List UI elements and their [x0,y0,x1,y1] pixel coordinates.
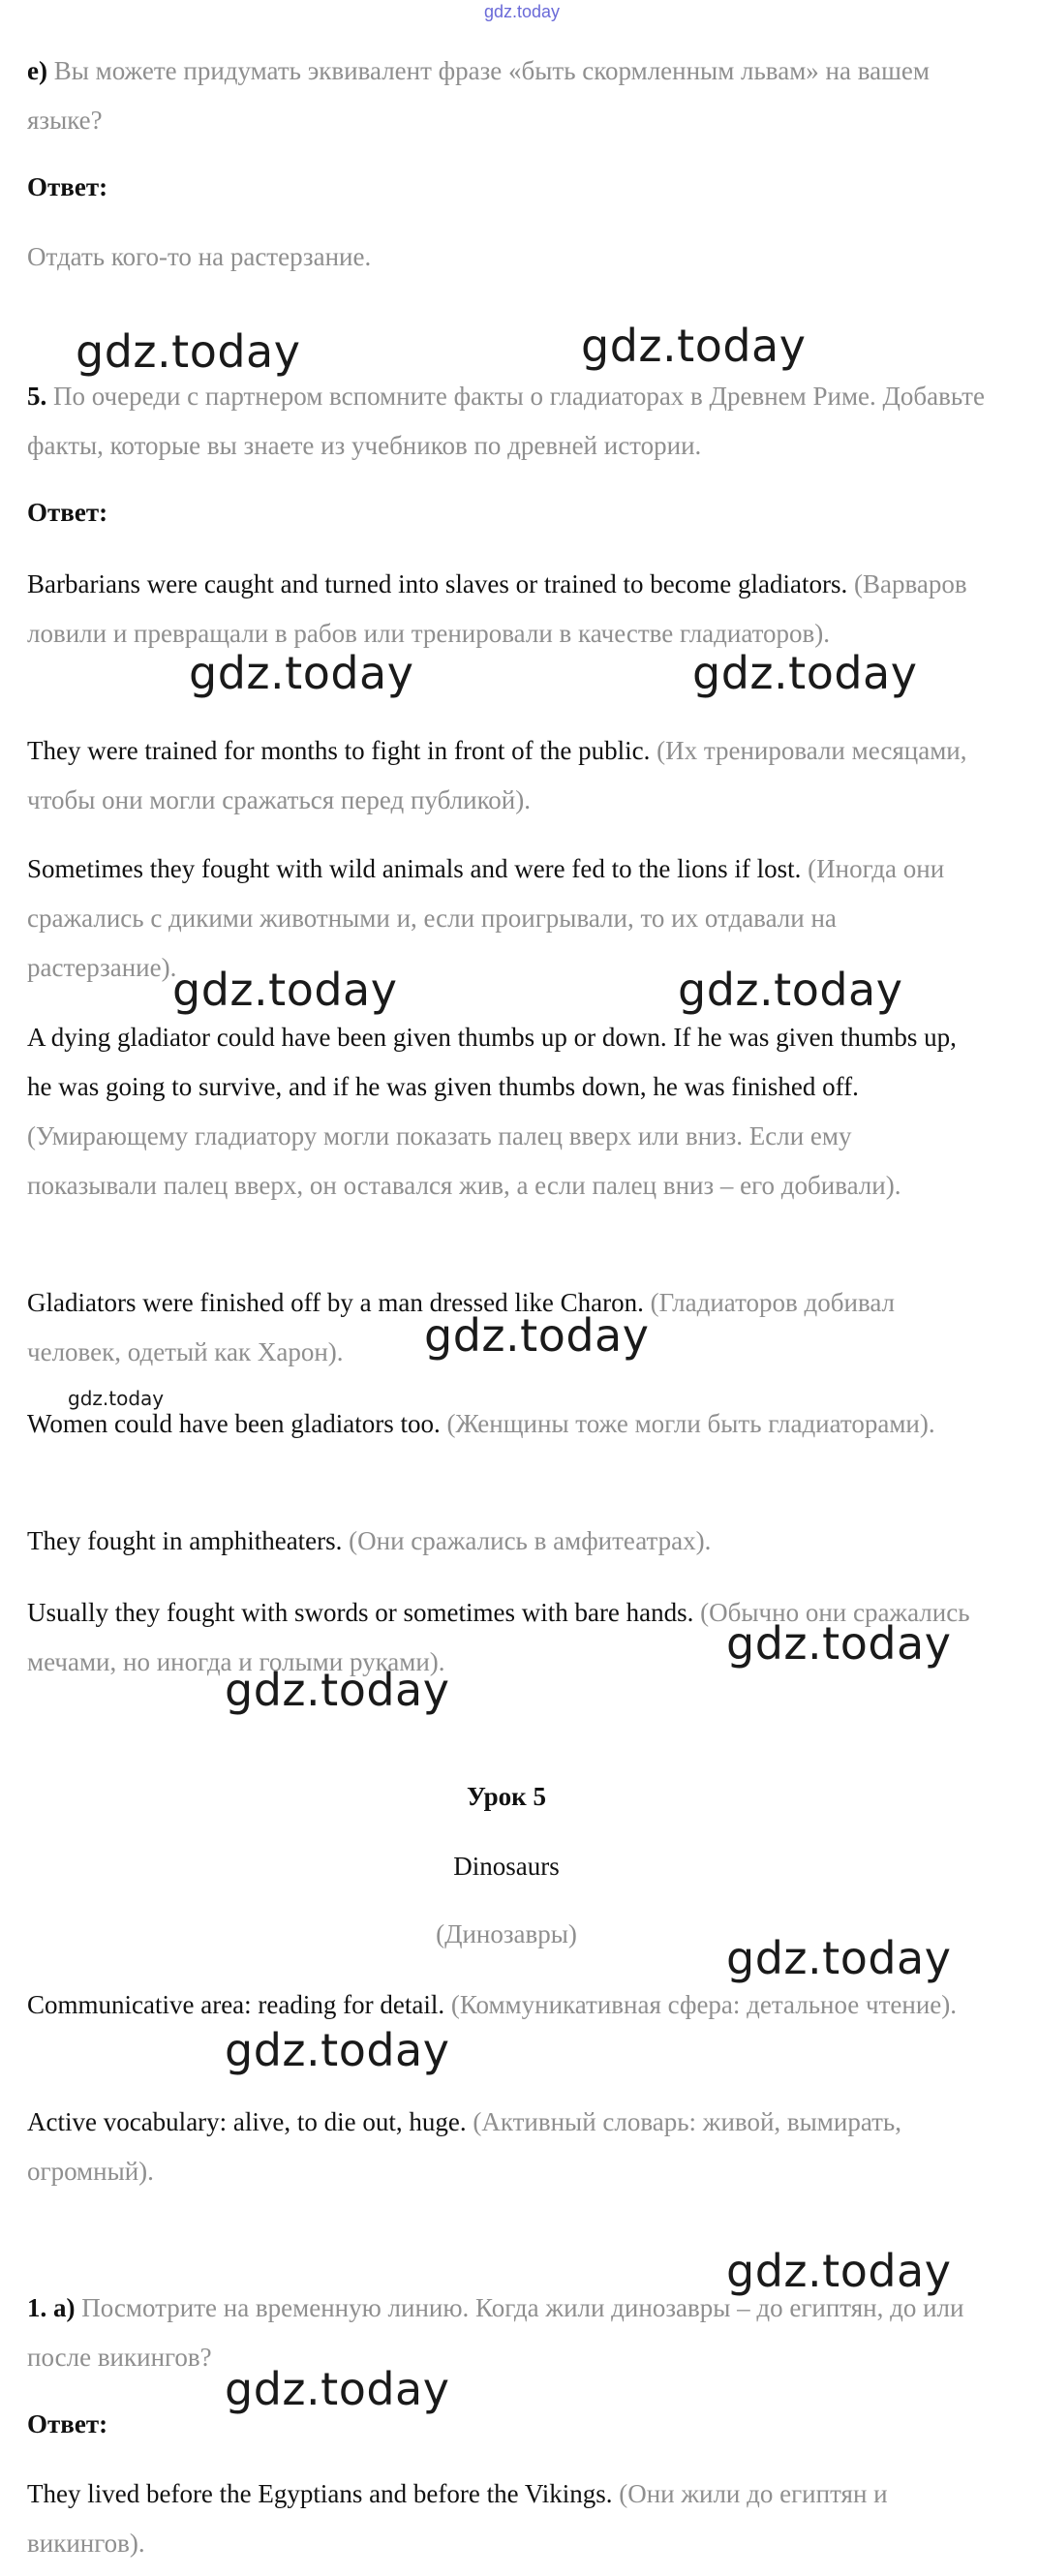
fact-ru: (Гладиаторов добивал человек, одетый как Харон). [27,1288,896,1366]
lesson-subtitle: Dinosaurs [453,1852,560,1881]
vocab-en: Active vocabulary: alive, to die out, huge. [27,2107,467,2136]
watermark: gdz.today [424,1309,650,1362]
fact-paragraph [27,1517,986,1566]
fact-en: Women could have been gladiators too. [27,1409,441,1438]
watermark: gdz.today [225,2363,450,2415]
watermark: gdz.today [189,647,414,699]
fact-ru: (Варваров ловили и превращали в рабов или тренировали в качестве гладиаторов). [27,569,967,648]
fact-paragraph [27,1013,986,1211]
question-label: e) [27,56,47,85]
watermark: gdz.today [581,320,807,372]
question-label: 5. [27,382,47,411]
answer-label: Ответ: [27,172,108,201]
fact-ru: (Умирающему гладиатору могли показать палец вверх или вниз. Если ему показывали палец вверх, он оставался жив, а если палец вниз – его добивали). [27,1121,901,1200]
watermark: gdz.today [225,1664,450,1716]
vocab-ru: (Активный словарь: живой, вымирать, огромный). [27,2107,901,2186]
watermark: gdz.today [726,2245,952,2297]
question-e [27,46,986,145]
watermark: gdz.today [726,1617,952,1670]
fact-en: Gladiators were finished off by a man dressed like Charon. [27,1288,644,1317]
answer-label: Ответ: [27,2409,108,2438]
communicative-en: Communicative area: reading for detail. [27,1990,445,2019]
fact-en: Usually they fought with swords or sometimes with bare hands. [27,1598,694,1627]
watermark: gdz.today [225,2024,450,2076]
fact-ru: (Женщины тоже могли быть гладиаторами). [440,1409,935,1438]
fact-paragraph [27,1399,986,1449]
fact-en: Sometimes they fought with wild animals and were fed to the lions if lost. [27,854,802,883]
question-5 [27,372,986,471]
watermark: gdz.today [76,325,301,378]
lesson-title: Урок 5 [467,1782,546,1811]
answer-paragraph [27,2469,986,2568]
watermark: gdz.today [172,964,398,1016]
active-vocabulary [27,2098,986,2196]
question-label: 1. a) [27,2293,76,2322]
fact-paragraph [27,560,986,659]
answer-label: Ответ: [27,498,108,527]
fact-ru: (Обычно они сражались мечами, но иногда и голыми руками). [27,1598,970,1676]
fact-en: A dying gladiator could have been given thumbs up or down. If he was given thumbs up, he was going to survive, and if he was given thumbs down, he was finished off. [27,1023,957,1101]
top-watermark: gdz.today [484,2,561,21]
fact-en: They were trained for months to fight in front of the public. [27,736,651,765]
fact-ru: (Их тренировали месяцами, чтобы они могли сражаться перед публикой). [27,736,967,814]
answer-en: They lived before the Egyptians and before the Vikings. [27,2479,613,2508]
question-text: Вы можете придумать эквивалент фразе «быть скормленным львам» на вашем языке? [27,56,930,135]
answer-ru: (Они жили до египтян и викингов). [27,2479,888,2558]
fact-ru: (Иногда они сражались с дикими животными и, если проигрывали, то их отдавали на растерзание). [27,854,945,982]
question-text: Посмотрите на временную линию. Когда жили динозавры – до египтян, до или после викингов? [27,2293,964,2372]
watermark: gdz.today [68,1387,165,1410]
watermark: gdz.today [726,1932,952,1984]
communicative-area [27,1980,986,2030]
watermark: gdz.today [678,964,903,1016]
question-text: По очереди с партнером вспомните факты о гладиаторах в Древнем Риме. Добавьте факты, которые вы знаете из учебников по древней истории. [27,382,985,460]
communicative-ru: (Коммуникативная сфера: детальное чтение). [444,1990,958,2019]
fact-en: They fought in amphitheaters. [27,1526,343,1555]
answer-text: Отдать кого-то на растерзание. [27,242,372,271]
fact-ru: (Они сражались в амфитеатрах). [342,1526,712,1555]
watermark: gdz.today [692,647,918,699]
fact-en: Barbarians were caught and turned into slaves or trained to become gladiators. [27,569,848,598]
question-1a [27,2284,986,2382]
fact-paragraph [27,726,986,825]
lesson-subtitle-ru: (Динозавры) [436,1919,577,1948]
